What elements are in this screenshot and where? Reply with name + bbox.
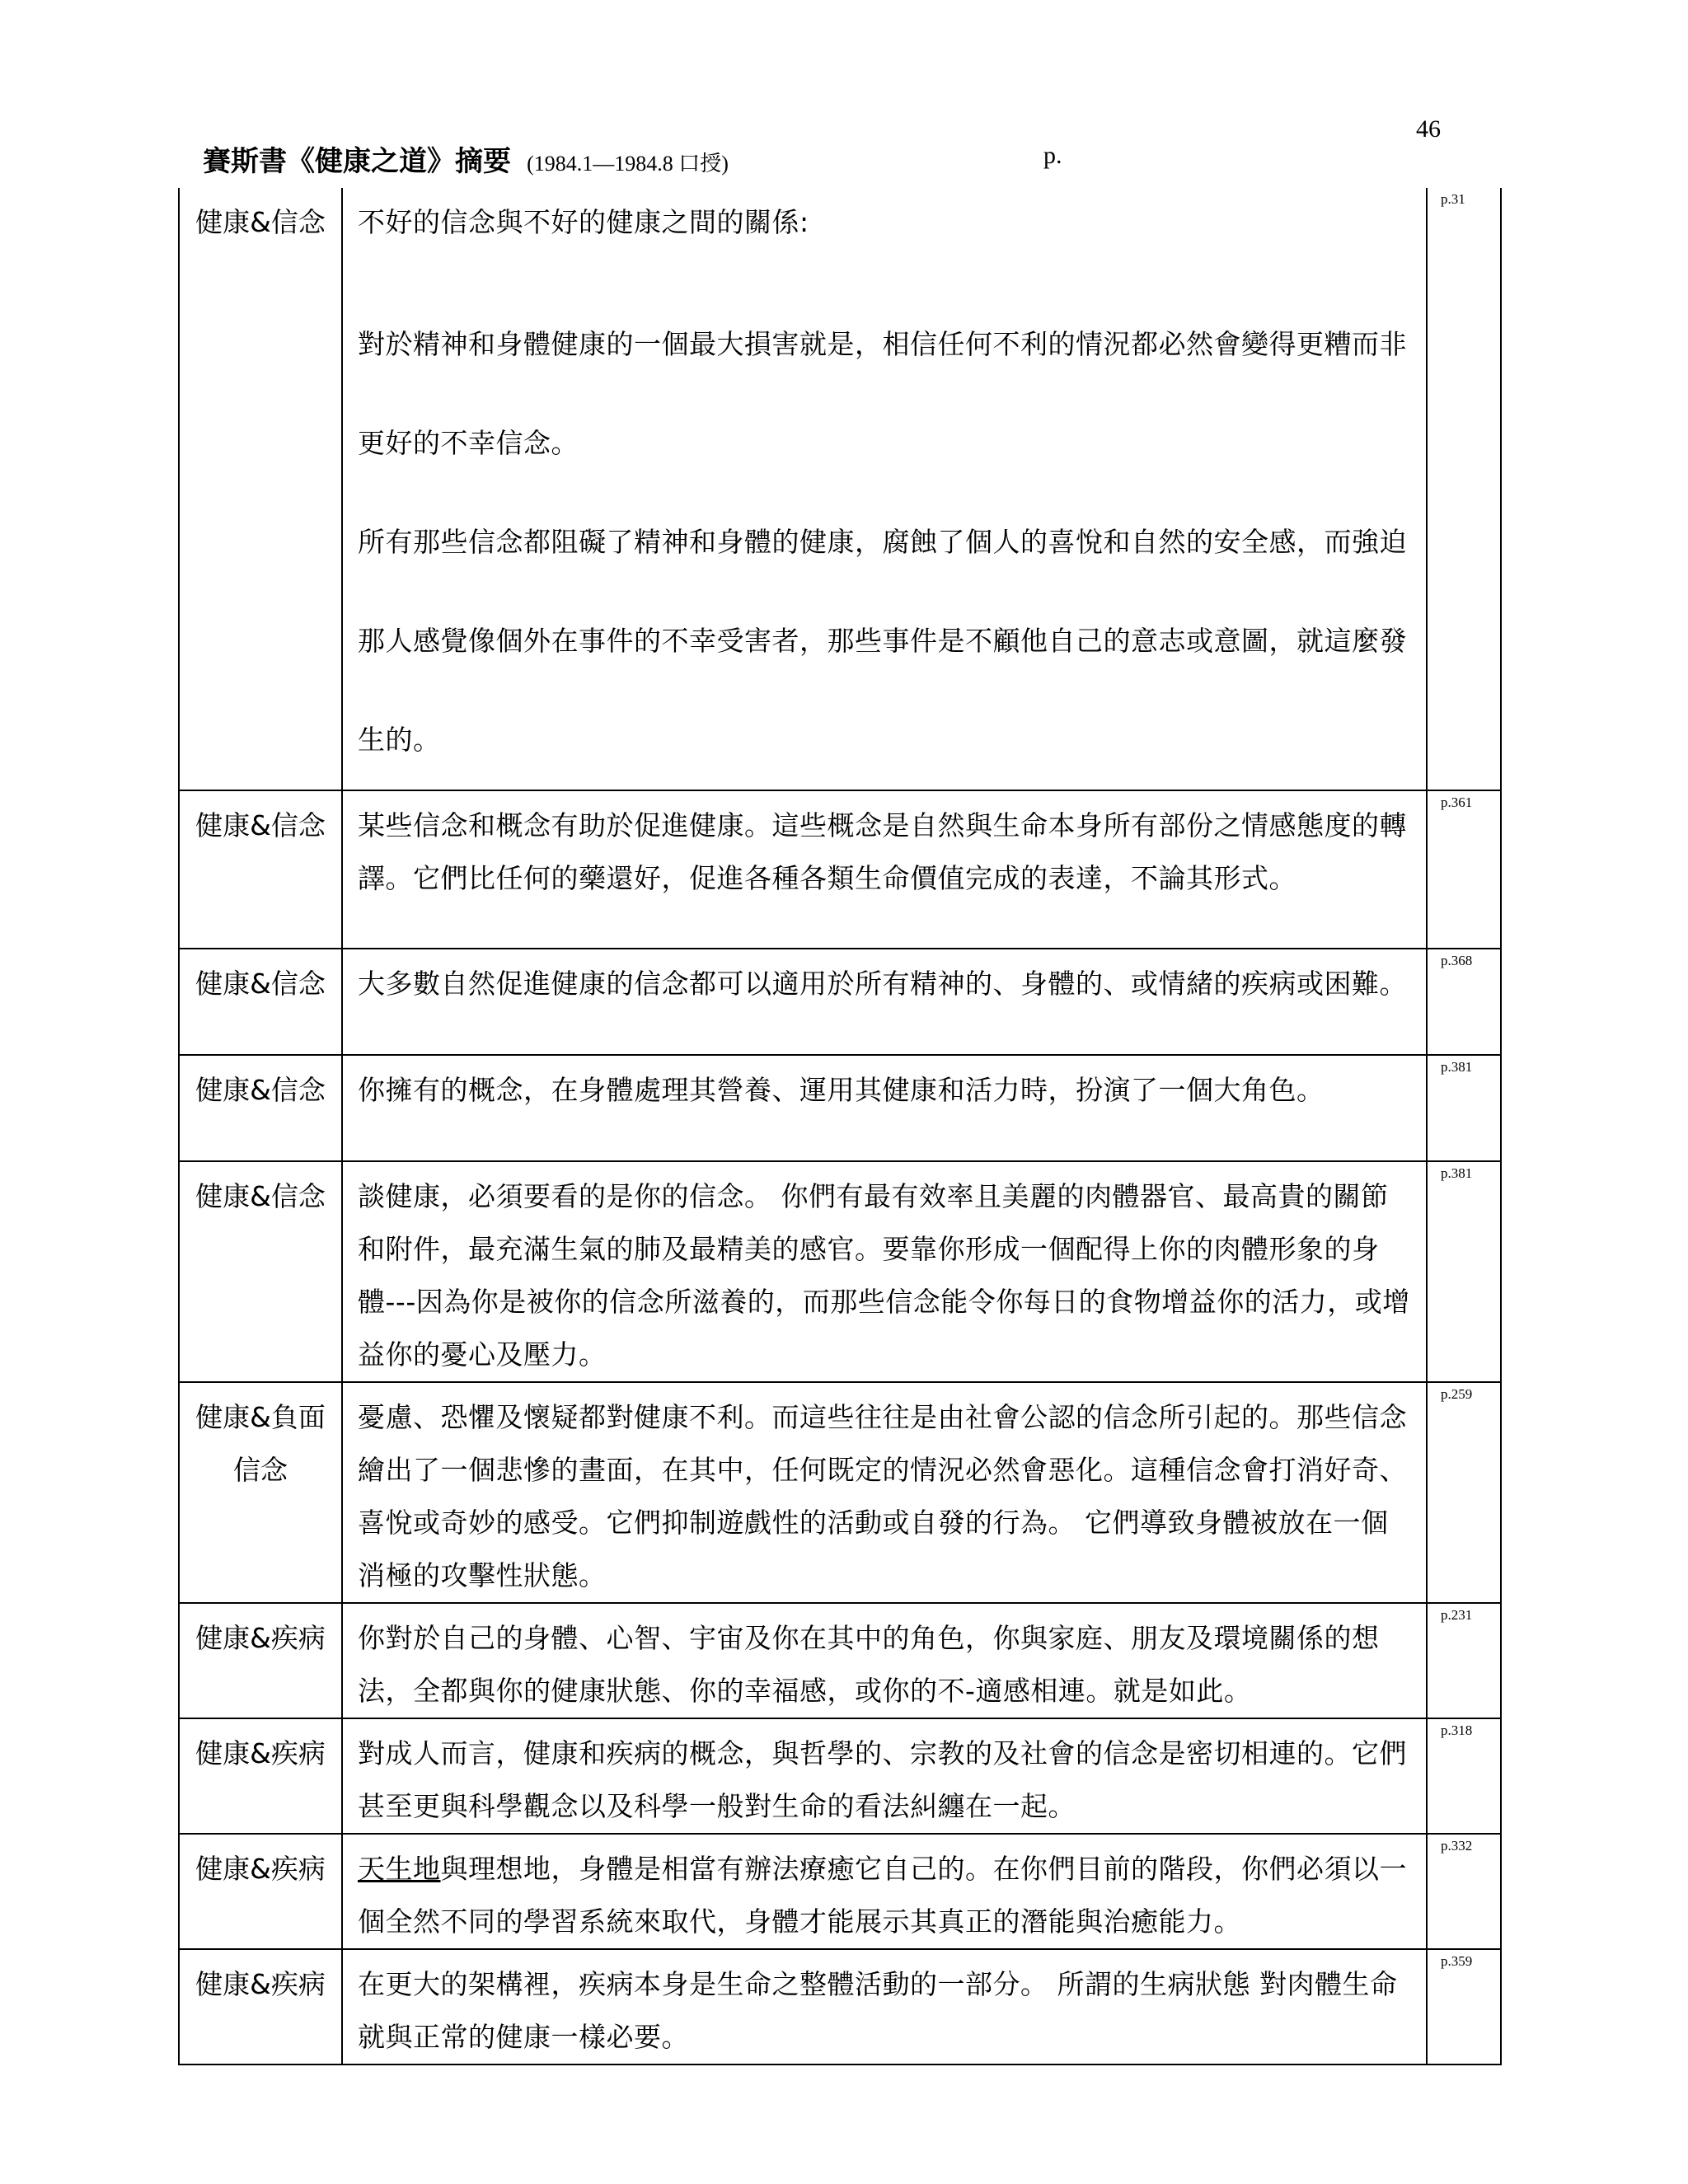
table-row — [179, 1055, 1501, 1161]
table-row — [179, 1161, 1501, 1382]
topic-cell: 健康&信念 — [179, 1055, 342, 1161]
page-reference: p.31 — [1427, 188, 1501, 790]
page-number: 46 — [1416, 115, 1441, 143]
content-paragraph: 不好的信念與不好的健康之間的關係: — [358, 206, 809, 238]
page-reference: p.381 — [1427, 1161, 1501, 1382]
table-row — [179, 1718, 1501, 1834]
content-cell — [342, 188, 1427, 790]
document-header — [203, 138, 1062, 179]
content-paragraph: 對於精神和身體健康的一個最大損害就是，相信任何不利的情況都必然會變得更糟而非更好的不幸信念。 — [358, 328, 1407, 459]
table-row — [179, 1834, 1501, 1949]
page-reference: p.361 — [1427, 790, 1501, 949]
table-row — [179, 790, 1501, 949]
content-cell: 在更大的架構裡，疾病本身是生命之整體活動的一部分。 所謂的生病狀態 對肉體生命就與正常的健康一樣必要。 — [342, 1949, 1427, 2064]
content-cell — [342, 1834, 1427, 1949]
content-paragraph: 所有那些信念都阻礙了精神和身體的健康，腐蝕了個人的喜悅和自然的安全感，而強迫那人感覺像個外在事件的不幸受害者，那些事件是不顧他自己的意志或意圖，就這麼發生的。 — [358, 526, 1407, 756]
topic-cell: 健康&信念 — [179, 1161, 342, 1382]
content-cell: 憂慮、恐懼及懷疑都對健康不利。而這些往往是由社會公認的信念所引起的。那些信念繪出了一個悲慘的畫面，在其中，任何既定的情況必然會惡化。這種信念會打消好奇、喜悅或奇妙的感受。它們抑制遊戲性的活動或自發的行為。 它們導致身體被放在一個消極的攻擊性狀態。 — [342, 1382, 1427, 1603]
topic-cell: 健康&疾病 — [179, 1603, 342, 1718]
page-reference: p.231 — [1427, 1603, 1501, 1718]
content-cell: 大多數自然促進健康的信念都可以適用於所有精神的、身體的、或情緒的疾病或困難。 — [342, 949, 1427, 1055]
table-row — [179, 1949, 1501, 2064]
content-cell: 你擁有的概念，在身體處理其營養、運用其健康和活力時，扮演了一個大角色。 — [342, 1055, 1427, 1161]
topic-cell: 健康&信念 — [179, 790, 342, 949]
topic-cell: 健康&信念 — [179, 188, 342, 790]
notes-table — [178, 188, 1502, 2065]
page-reference: p.332 — [1427, 1834, 1501, 1949]
topic-cell: 健康&疾病 — [179, 1834, 342, 1949]
content-text: 與理想地，身體是相當有辦法療癒它自己的。在你們目前的階段，你們必須以一個全然不同的學習系統來取代，身體才能展示其真正的潛能與治癒能力。 — [358, 1853, 1407, 1938]
dictation-dates: (1984.1—1984.8 口授) — [527, 152, 729, 176]
page-reference: p.318 — [1427, 1718, 1501, 1834]
content-cell: 某些信念和概念有助於促進健康。這些概念是自然與生命本身所有部份之情感態度的轉譯。它們比任何的藥還好，促進各種各類生命價值完成的表達，不論其形式。 — [342, 790, 1427, 949]
topic-cell: 健康&疾病 — [179, 1718, 342, 1834]
table-row — [179, 949, 1501, 1055]
page-reference: p.259 — [1427, 1382, 1501, 1603]
underlined-phrase: 天生地 — [358, 1853, 441, 1885]
table-row — [179, 1603, 1501, 1718]
table-row — [179, 1382, 1501, 1603]
topic-cell: 健康&負面信念 — [179, 1382, 342, 1603]
page-reference: p.381 — [1427, 1055, 1501, 1161]
content-cell: 對成人而言，健康和疾病的概念，與哲學的、宗教的及社會的信念是密切相連的。它們甚至更與科學觀念以及科學一般對生命的看法糾纏在一起。 — [342, 1718, 1427, 1834]
page-label: p. — [1043, 142, 1062, 169]
topic-cell: 健康&疾病 — [179, 1949, 342, 2064]
content-cell: 談健康，必須要看的是你的信念。 你們有最有效率且美麗的肉體器官、最高貴的關節和附件，最充滿生氣的肺及最精美的感官。要靠你形成一個配得上你的肉體形象的身體---因為你是被你的信念所滋養的，而那些信念能令你每日的食物增益你的活力，或增益你的憂心及壓力。 — [342, 1161, 1427, 1382]
page-reference: p.359 — [1427, 1949, 1501, 2064]
content-cell: 你對於自己的身體、心智、宇宙及你在其中的角色，你與家庭、朋友及環境關係的想法，全都與你的健康狀態、你的幸福感，或你的不-適感相連。就是如此。 — [342, 1603, 1427, 1718]
topic-cell: 健康&信念 — [179, 949, 342, 1055]
table-row — [179, 188, 1501, 790]
document-title: 賽斯書《健康之道》摘要 — [203, 145, 511, 178]
page-reference: p.368 — [1427, 949, 1501, 1055]
